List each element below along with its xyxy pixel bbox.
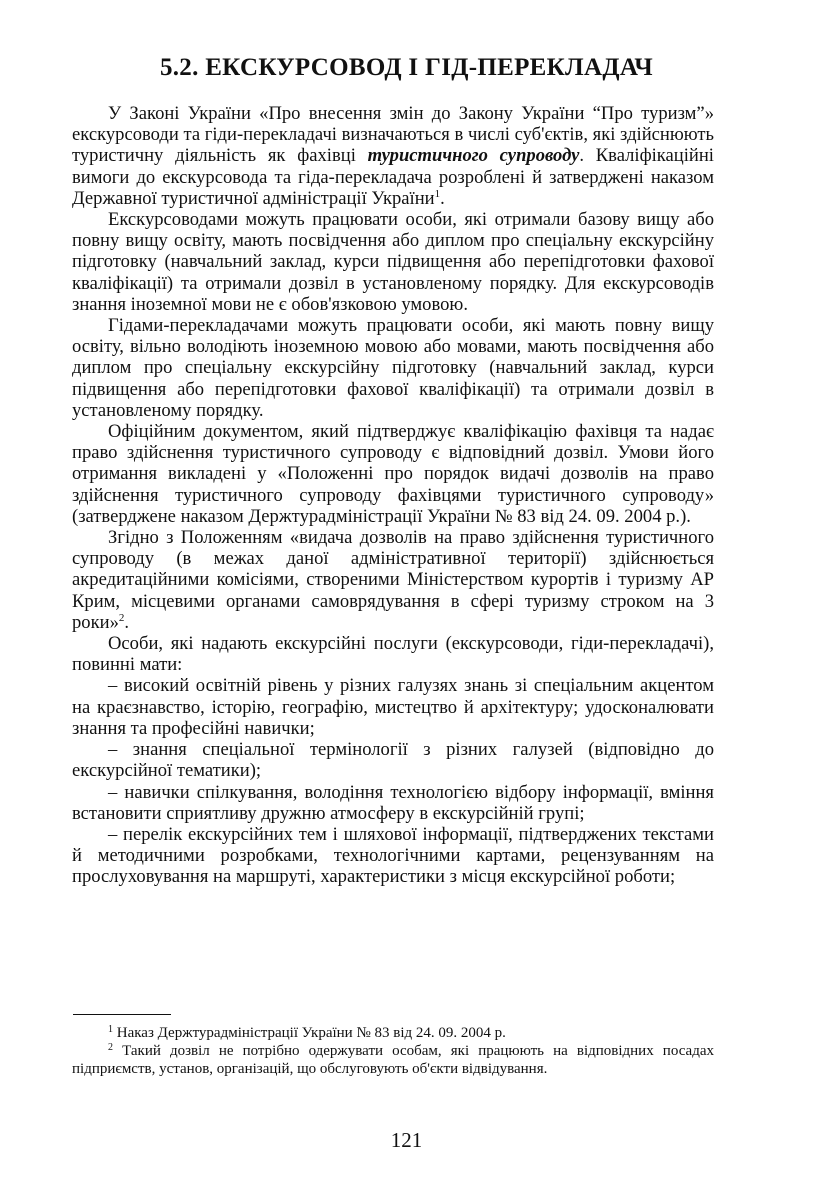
paragraph-1-text-b: . Кваліфікаційні вимоги до екскурсовода та гіда-перекладача розроблені й затверджені наказом Державної туристичної адміністрації України — [72, 145, 714, 209]
footnote-text: Наказ Держтурадміністрації України № 83 від 24. 09. 2004 р. — [113, 1025, 506, 1041]
paragraph-1-text-a: У Законі України «Про внесення змін до Закону України “Про туризм”» екскурсоводи та гіди-перекладачі визначаються в числі суб'єктів, які здійснюють туристичну діяльність як фахівці — [72, 103, 714, 167]
footnote-1 — [72, 1024, 714, 1042]
paragraph-1-text-end: . — [440, 187, 445, 209]
footnote-marker: 2 — [108, 1042, 113, 1053]
main-text — [72, 103, 714, 888]
paragraph-5-text: Згідно з Положенням «видача дозволів на право здійснення туристичного супроводу (в межах даної адміністративної території) здійснюється акредитаційними комісіями, створеними Міністерством курортів і туризму АР Крим, місцевими органами самоврядування в сфері туризму строком на 3 роки» — [72, 527, 714, 633]
paragraph-3: Гідами-перекладачами можуть працювати особи, які мають повну вищу освіту, вільно володіють іноземною мовою або мовами, мають посвідчення або диплом про спеціальну екскурсійну підготовку (навчальний заклад, курси підвищення або перепідготовки фахової кваліфікації) та отримали дозвіл в установленому порядку. — [72, 315, 714, 421]
paragraph-2: Екскурсоводами можуть працювати особи, які отримали базову вищу або повну вищу освіту, мають посвідчення або диплом про спеціальну екскурсійну підготовку (навчальний заклад, курси підвищення або перепідготовки фахової кваліфікації) та отримали дозвіл в установленому порядку. Для екскурсоводів знання іноземної мови не є обов'язковою умовою. — [72, 209, 714, 315]
footnote-text: Такий дозвіл не потрібно одержувати особам, які працюють на відповідних посадах підприємств, установ, організацій, що обслуговують об'єкти відвідування. — [72, 1043, 714, 1077]
list-item: – знання спеціальної термінології з різних галузей (відповідно до екскурсійної тематики); — [72, 739, 714, 782]
footnote-2 — [72, 1042, 714, 1078]
paragraph-1 — [72, 103, 714, 209]
emphasis-term: туристичного супроводу — [367, 145, 580, 167]
list-item: – високий освітній рівень у різних галузях знань зі спеціальним акцентом на краєзнавство, історію, географію, мистецтво й архітектуру; удосконалювати знання та професійні навички; — [72, 675, 714, 739]
footnote-divider — [73, 1014, 171, 1015]
paragraph-5 — [72, 527, 714, 633]
footnote-ref-1: 1 — [434, 187, 441, 200]
footnotes — [72, 1024, 714, 1078]
paragraph-6: Особи, які надають екскурсійні послуги (екскурсоводи, гіди-перекладачі), повинні мати: — [72, 633, 714, 676]
paragraph-4: Офіційним документом, який підтверджує кваліфікацію фахівця та надає право здійснення туристичного супроводу є відповідний дозвіл. Умови його отримання викладені у «Положенні про порядок видачі дозволів на право здійснення туристичного супроводу фахівцями туристичного супроводу» (затверджене наказом Держтурадміністрації України № 83 від 24. 09. 2004 р.). — [72, 421, 714, 527]
footnote-ref-2: 2 — [118, 611, 125, 624]
paragraph-5-text-end: . — [124, 611, 130, 633]
footnote-marker: 1 — [108, 1024, 113, 1035]
page-number: 121 — [390, 1128, 423, 1152]
section-title: 5.2. ЕКСКУРСОВОД І ГІД-ПЕРЕКЛАДАЧ — [159, 54, 654, 81]
list-item: – навички спілкування, володіння технологією відбору інформації, вміння встановити сприятливу дружню атмосферу в екскурсійній групі; — [72, 781, 714, 824]
list-item: – перелік екскурсійних тем і шляхової інформації, підтверджених текстами й методичними розробками, технологічними картами, рецензуванням на прослуховування на маршруті, характеристики з місця екскурсійної роботи; — [72, 823, 714, 888]
